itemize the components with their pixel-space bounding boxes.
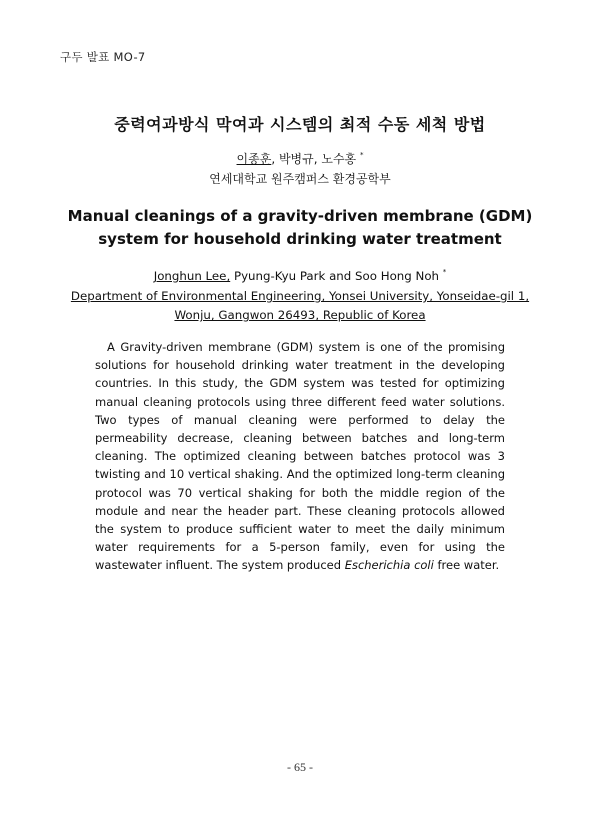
english-authors — [0, 268, 600, 283]
page-number: - 65 - — [287, 760, 313, 774]
korean-title: 중력여과방식 막여과 시스템의 최적 수동 세척 방법 — [114, 115, 486, 134]
korean-corresponding-mark: * — [359, 151, 364, 159]
english-affiliation — [0, 287, 600, 325]
english-corresponding-mark: * — [442, 268, 447, 276]
abstract-italic-term: Escherichia coli — [344, 558, 434, 573]
korean-authors — [0, 150, 600, 167]
english-title-line-2: system for household drinking water treatment — [98, 230, 502, 248]
korean-other-authors: , 박병규, 노수홍 — [271, 152, 357, 166]
korean-affiliation: 연세대학교 원주캠퍼스 환경공학부 — [209, 172, 391, 186]
session-code: 구두 발표 MO-7 — [60, 50, 146, 64]
english-title-line-1: Manual cleanings of a gravity-driven membrane (GDM) — [67, 207, 533, 225]
abstract-paragraph — [95, 338, 505, 575]
english-affiliation-line-1: Department of Environmental Engineering, Yonsei University, Yonseidae-gil 1, — [70, 289, 530, 303]
abstract-text-end: free water. — [433, 558, 500, 573]
english-title — [0, 205, 600, 251]
abstract-text: A Gravity-driven membrane (GDM) system is one of the promising solutions for household drinking water treatment in the developing countries. In this study, the GDM system was tested for optimizing manual cleaning protocols using three different feed water solutions. Two types of manual cleaning were performed to delay the permeability decrease, cleaning between batches and long-term cleaning. The optimized cleaning between batches protocol was 3 twisting and 10 vertical shaking. And the optimized long-term cleaning protocol was 70 vertical shaking for both the middle region of the module and near the header part. These cleaning protocols allowed the system to produce sufficient water to meet the daily minimum water requirements for a 5-person family, even for using the wastewater influent. The system produced — [95, 340, 505, 573]
english-other-authors: Pyung-Kyu Park and Soo Hong Noh — [230, 269, 440, 283]
english-first-author: Jonghun Lee, — [153, 269, 231, 283]
korean-first-author: 이종훈 — [236, 152, 272, 166]
english-affiliation-line-2: Wonju, Gangwon 26493, Republic of Korea — [174, 308, 426, 322]
